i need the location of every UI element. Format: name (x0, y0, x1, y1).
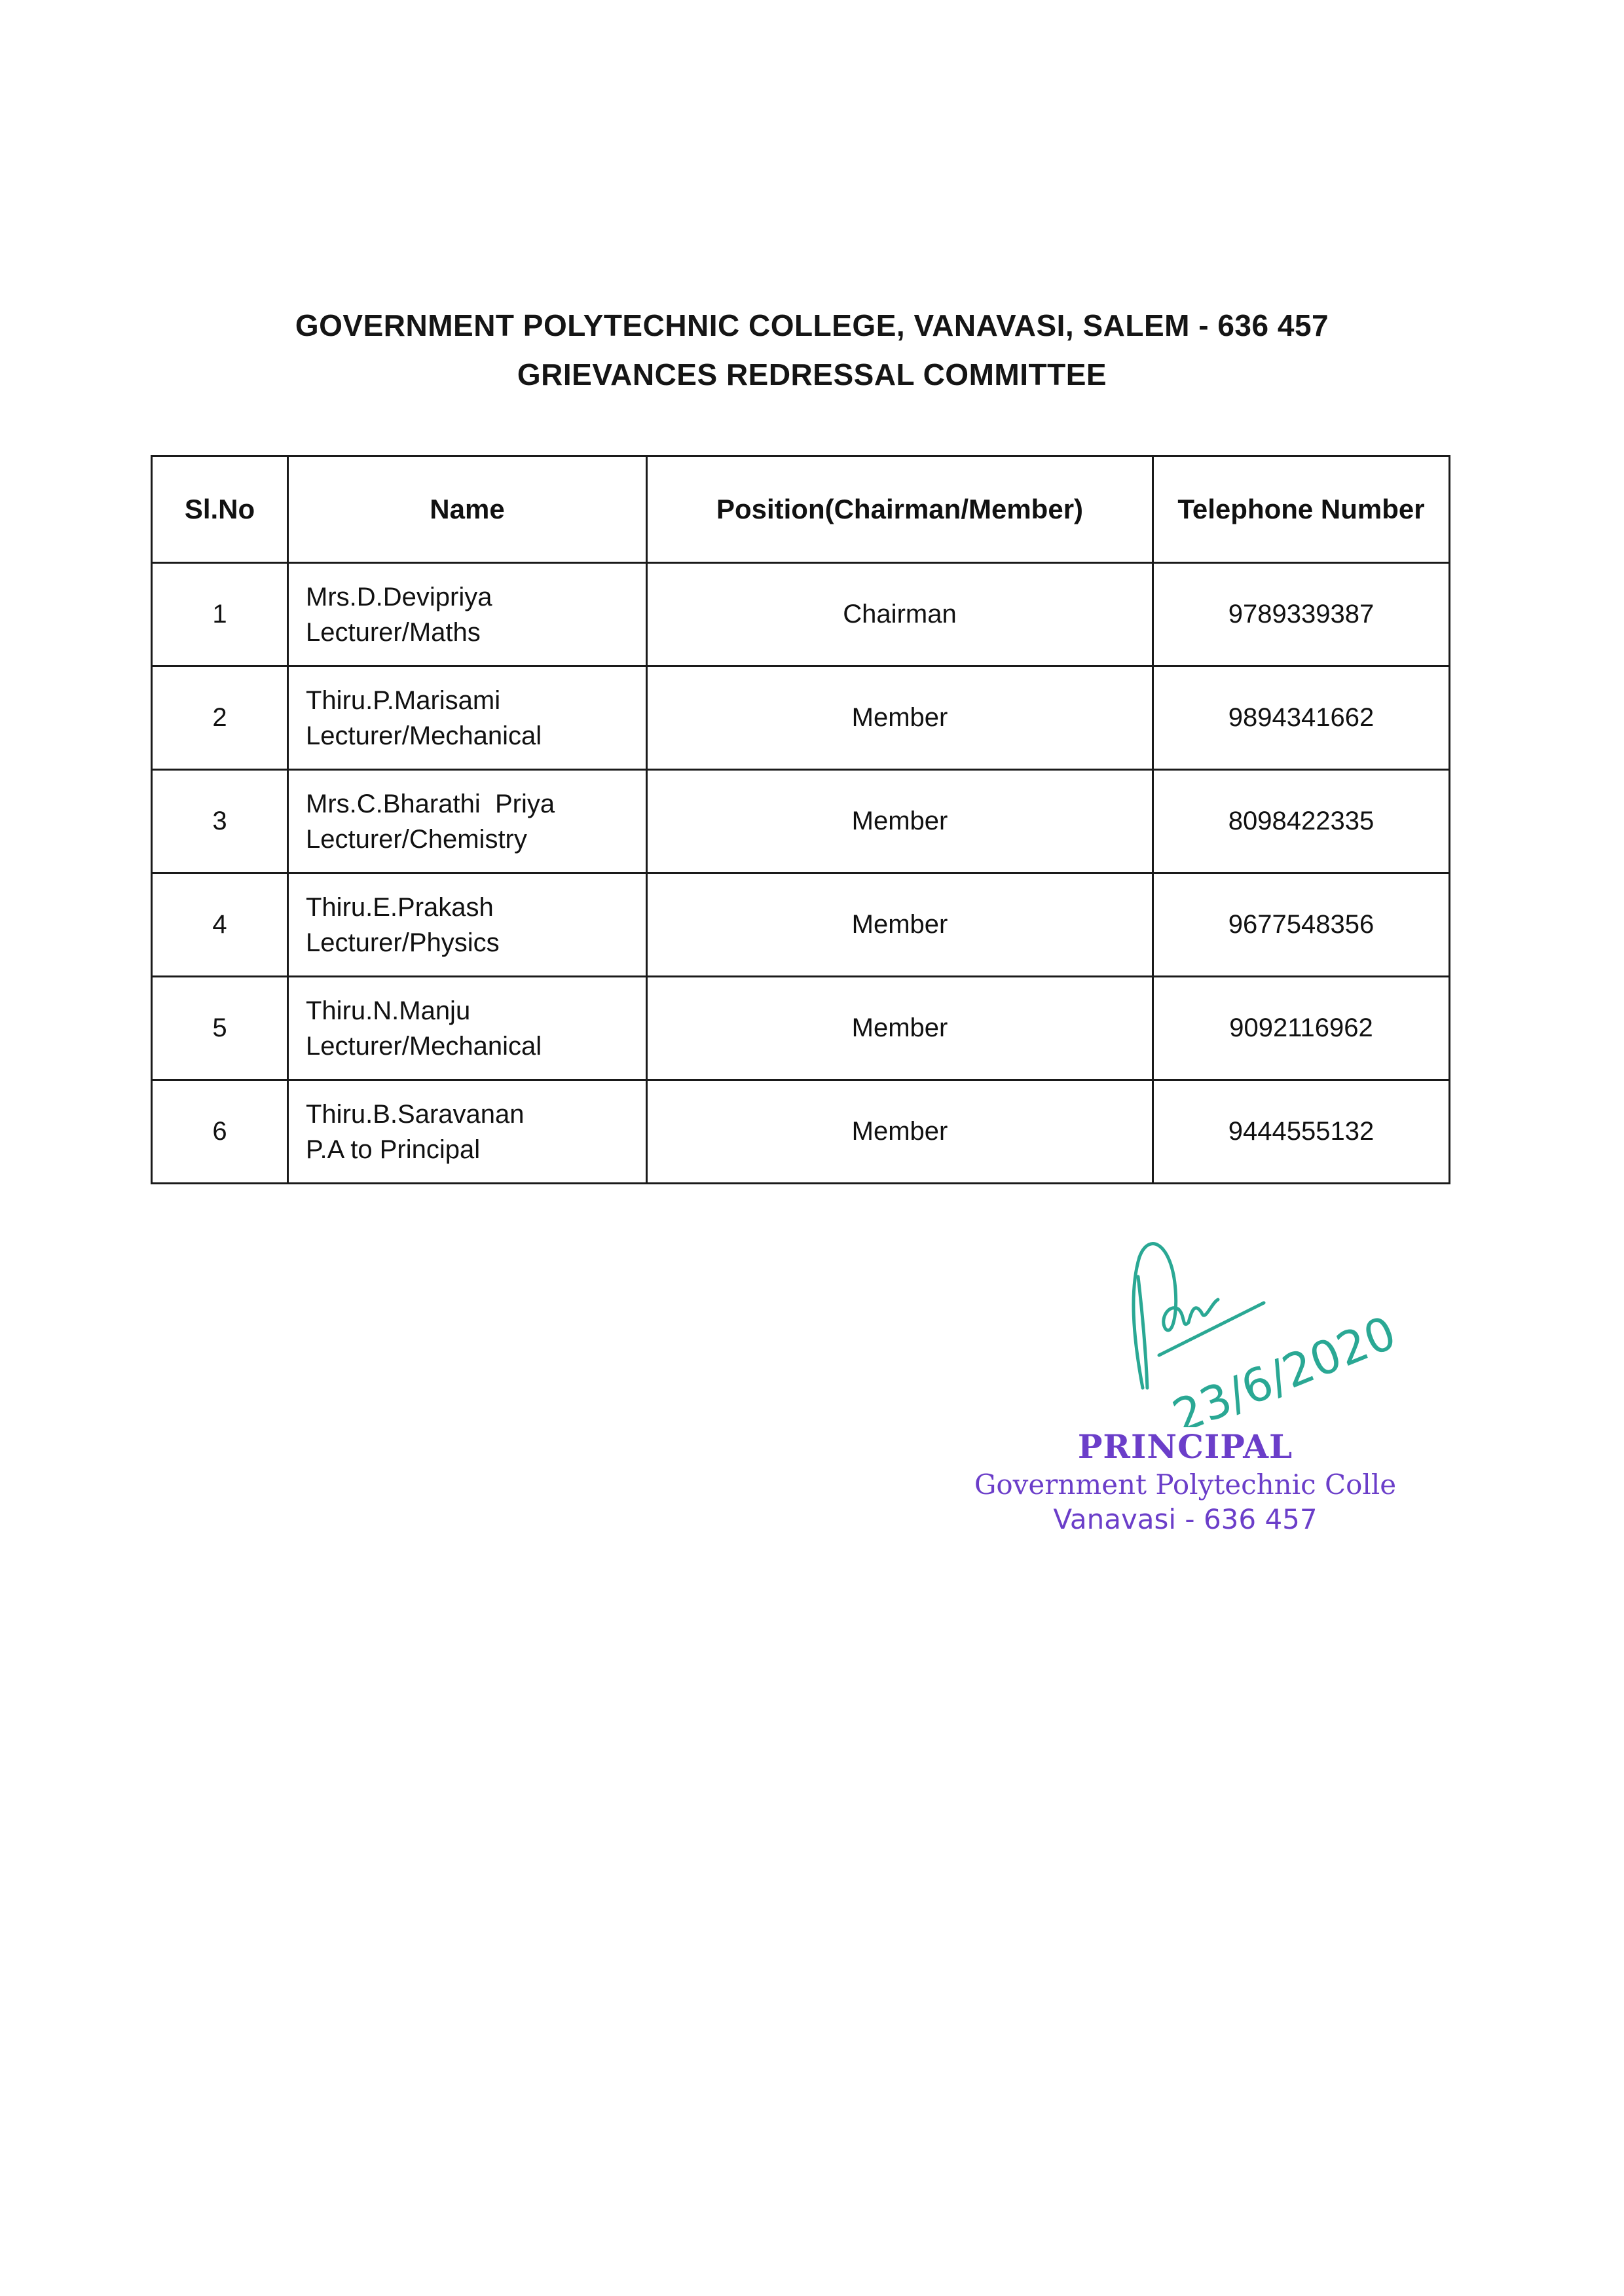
phone-cell: 9092116962 (1153, 977, 1450, 1080)
member-name: Mrs.D.Devipriya (306, 582, 492, 611)
member-designation: Lecturer/Mechanical (306, 721, 542, 750)
column-header-telephone: Telephone Number (1153, 456, 1450, 563)
position-cell: Member (647, 1080, 1153, 1184)
stamp-address: Vanavasi - 636 457 (1053, 1503, 1318, 1535)
name-cell (288, 873, 647, 977)
column-header-name: Name (288, 456, 647, 563)
college-title: GOVERNMENT POLYTECHNIC COLLEGE, VANAVASI, SALEM - 636 457 (295, 308, 1329, 342)
table-row (152, 770, 1450, 873)
member-name: Mrs.C.Bharathi Priya (306, 789, 555, 818)
table-row (152, 666, 1450, 770)
name-cell (288, 1080, 647, 1184)
position-cell: Member (647, 873, 1153, 977)
member-designation: Lecturer/Physics (306, 928, 500, 957)
phone-cell: 9894341662 (1153, 666, 1450, 770)
sl-no-cell: 3 (152, 770, 288, 873)
member-designation: Lecturer/Mechanical (306, 1031, 542, 1061)
sl-no-cell: 4 (152, 873, 288, 977)
member-name: Thiru.N.Manju (306, 996, 471, 1025)
member-designation: P.A to Principal (306, 1135, 481, 1164)
signature-date: 23/6/2020 (1165, 1305, 1403, 1427)
principal-signature (1113, 1231, 1414, 1427)
committee-title: GRIEVANCES REDRESSAL COMMITTEE (517, 357, 1107, 392)
signature-scribble-icon (1113, 1231, 1414, 1427)
table-row (152, 977, 1450, 1080)
position-cell: Chairman (647, 563, 1153, 666)
position-cell: Member (647, 666, 1153, 770)
stamp-institution: Government Polytechnic Colle (974, 1468, 1397, 1501)
position-cell: Member (647, 770, 1153, 873)
sl-no-cell: 1 (152, 563, 288, 666)
position-cell: Member (647, 977, 1153, 1080)
name-cell (288, 666, 647, 770)
sl-no-cell: 5 (152, 977, 288, 1080)
name-cell (288, 770, 647, 873)
stamp-title: PRINCIPAL (1077, 1427, 1293, 1466)
name-cell (288, 563, 647, 666)
member-name: Thiru.E.Prakash (306, 892, 494, 922)
table-row (152, 873, 1450, 977)
column-header-sl-no: Sl.No (152, 456, 288, 563)
committee-table (151, 455, 1450, 1184)
phone-cell: 9789339387 (1153, 563, 1450, 666)
member-designation: Lecturer/Chemistry (306, 824, 527, 854)
name-cell (288, 977, 647, 1080)
table-row (152, 1080, 1450, 1184)
phone-cell: 8098422335 (1153, 770, 1450, 873)
column-header-position: Position(Chairman/Member) (647, 456, 1153, 563)
table-header-row (152, 456, 1450, 563)
table-row (152, 563, 1450, 666)
member-designation: Lecturer/Maths (306, 617, 481, 647)
member-name: Thiru.B.Saravanan (306, 1099, 525, 1129)
phone-cell: 9677548356 (1153, 873, 1450, 977)
phone-cell: 9444555132 (1153, 1080, 1450, 1184)
member-name: Thiru.P.Marisami (306, 685, 501, 715)
principal-stamp (956, 1427, 1414, 1535)
sl-no-cell: 6 (152, 1080, 288, 1184)
sl-no-cell: 2 (152, 666, 288, 770)
